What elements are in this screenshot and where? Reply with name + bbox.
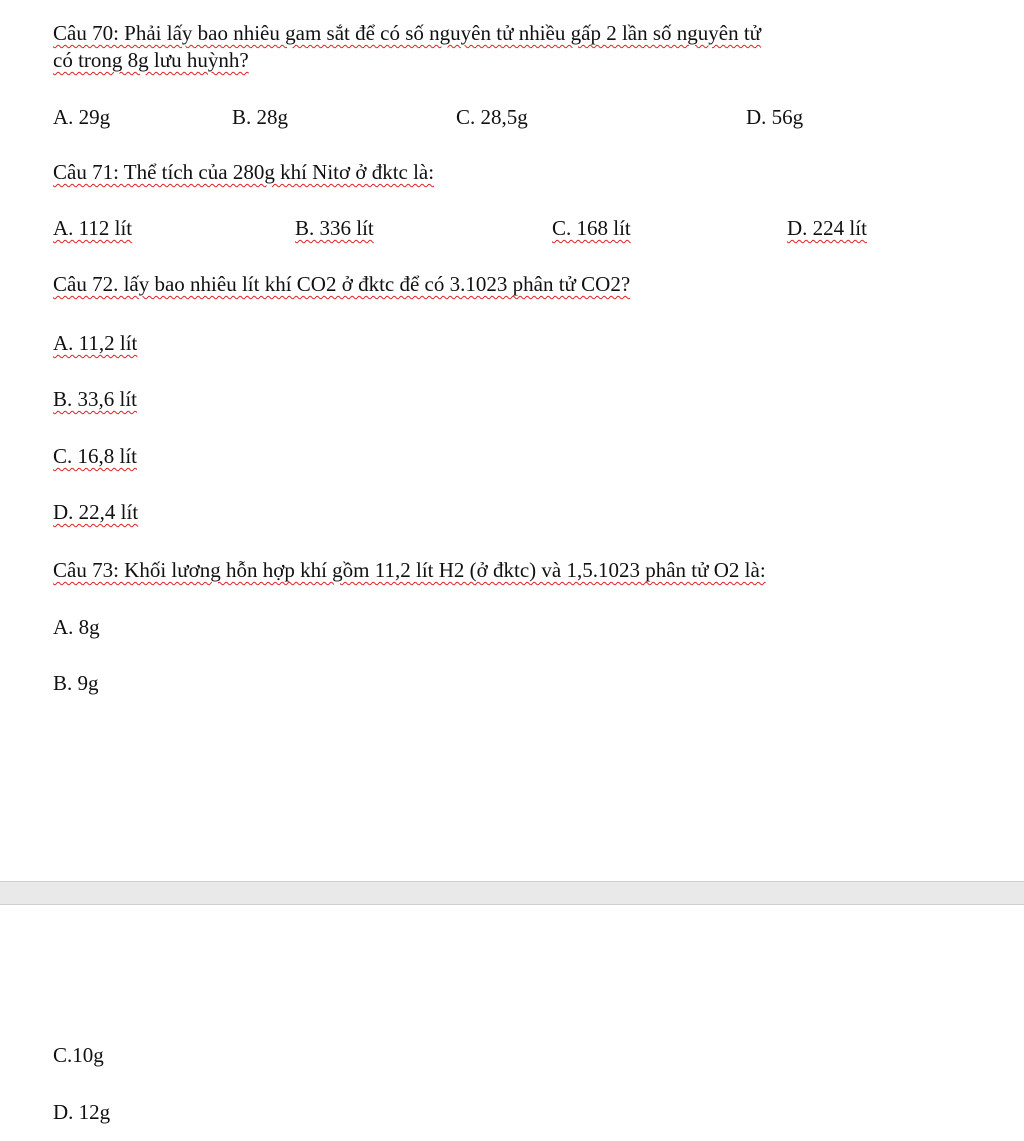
question-72-option-d: D. 22,4 lít: [53, 500, 139, 524]
question-73-option-c: C.10g: [53, 1043, 104, 1067]
question-72-option-c: C. 16,8 lít: [53, 444, 138, 468]
question-70-stem-line1: Câu 70: Phải lấy bao nhiêu gam sắt để có số nguyên tử nhiều gấp 2 lần số nguyên tử: [53, 21, 762, 45]
question-71-option-b: B. 336 lít: [295, 216, 374, 240]
question-70-option-d: D. 56g: [746, 105, 804, 129]
question-73-stem: Câu 73: Khối lương hỗn hợp khí gồm 11,2 lít H2 (ở đktc) và 1,5.1023 phân tử O2 là:: [53, 558, 766, 582]
page-break-divider: [0, 881, 1024, 905]
question-70-option-b: B. 28g: [232, 105, 289, 129]
question-70-option-c: C. 28,5g: [456, 105, 528, 129]
question-71-options: [0, 215, 1024, 241]
question-71-option-a: A. 112 lít: [53, 216, 133, 240]
question-70-options: [0, 104, 1024, 130]
question-73-option-d: D. 12g: [53, 1100, 111, 1124]
question-73-option-b: B. 9g: [53, 671, 99, 695]
question-71-option-c: C. 168 lít: [552, 216, 631, 240]
question-72-option-a: A. 11,2 lít: [53, 331, 138, 355]
question-70-option-a: A. 29g: [53, 105, 111, 129]
question-71-stem: Câu 71: Thể tích của 280g khí Nitơ ở đktc là:: [53, 160, 435, 184]
question-72-option-b: B. 33,6 lít: [53, 387, 138, 411]
question-71-option-d: D. 224 lít: [787, 216, 867, 240]
question-73-option-a: A. 8g: [53, 615, 100, 639]
question-70-stem-line2: có trong 8g lưu huỳnh?: [53, 48, 249, 72]
question-72-stem: Câu 72. lấy bao nhiêu lít khí CO2 ở đktc để có 3.1023 phân tử CO2?: [53, 272, 631, 296]
